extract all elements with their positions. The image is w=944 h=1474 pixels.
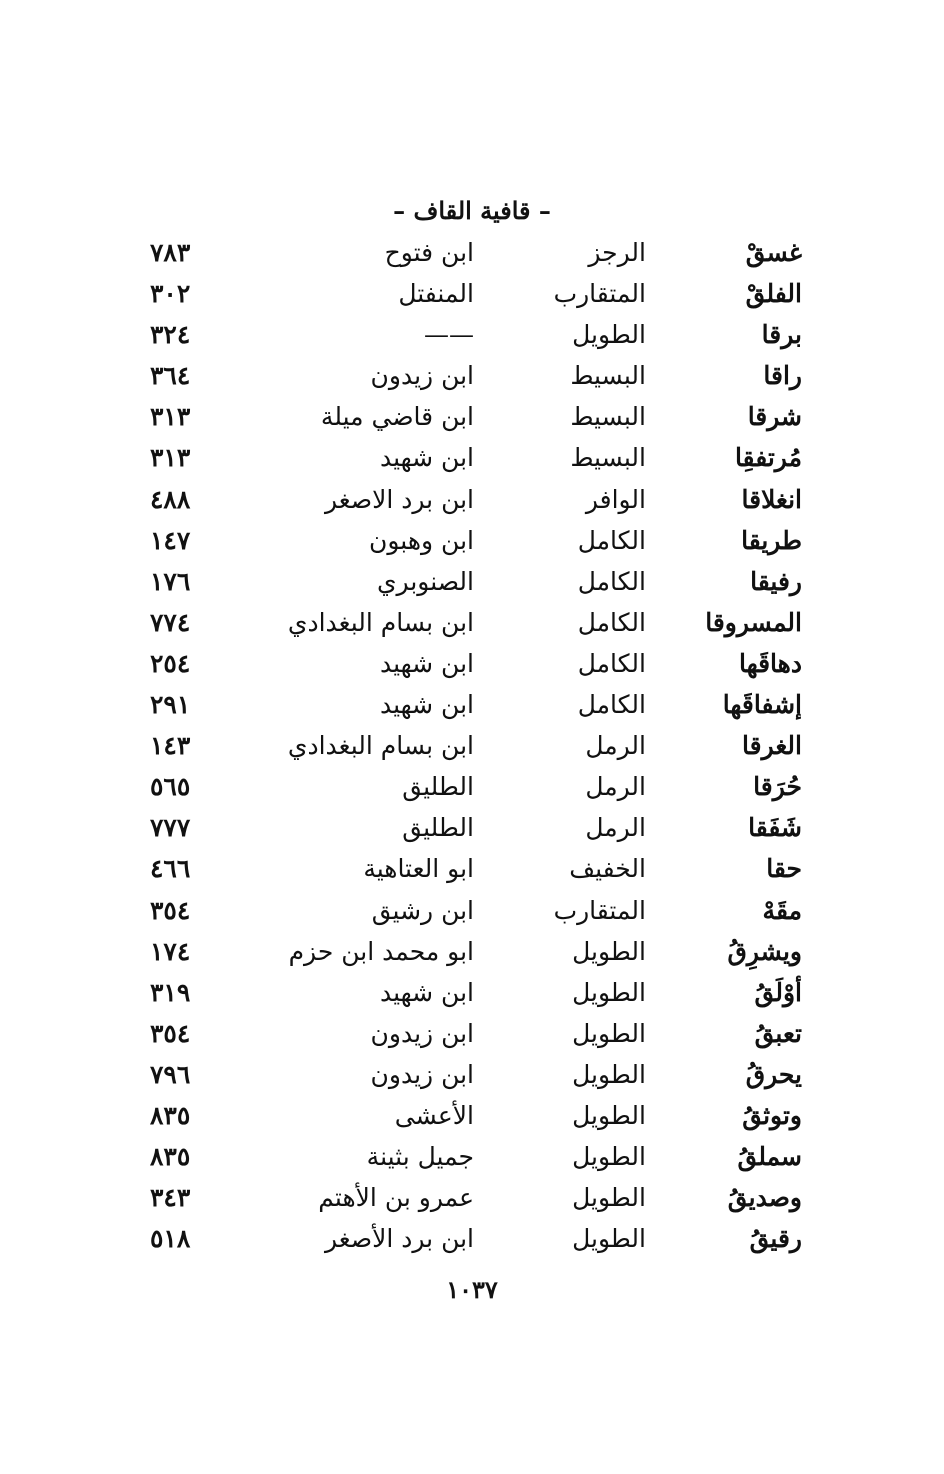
- page-reference: ٧٩٦: [150, 1059, 191, 1089]
- table-row: [0, 931, 944, 972]
- rhyme-word: أوْلَقُ: [754, 977, 802, 1007]
- poet-name: ابن شهيد: [379, 977, 474, 1007]
- meter-name: الرمل: [585, 813, 646, 843]
- poet-name: ابن زيدون: [370, 1059, 474, 1089]
- meter-name: الطويل: [572, 1183, 646, 1213]
- rhyme-word: حُرَقا: [753, 772, 802, 802]
- meter-name: الطويل: [572, 1018, 646, 1048]
- page-reference: ٣٥٤: [150, 1018, 191, 1048]
- poet-name: ابن برد الاصغر: [325, 484, 474, 514]
- meter-name: البسيط: [570, 443, 646, 473]
- rhyme-word: حقا: [766, 854, 802, 884]
- table-row: [0, 807, 944, 848]
- meter-name: الرمل: [585, 731, 646, 761]
- page-reference: ١٧٦: [150, 566, 191, 596]
- meter-name: الكامل: [577, 566, 646, 596]
- table-row: [0, 890, 944, 931]
- table-row: [0, 1136, 944, 1177]
- poet-name: ابن شهيد: [379, 690, 474, 720]
- poet-name: ابن برد الأصغر: [325, 1224, 474, 1254]
- poet-name: ——: [424, 320, 474, 350]
- rhyme-word: شَفَقا: [748, 813, 802, 843]
- table-row: [0, 848, 944, 889]
- poet-name: عمرو بن الأهتم: [318, 1183, 474, 1213]
- page-reference: ٧٧٧: [150, 813, 191, 843]
- rhyme-word: وتوثقُ: [742, 1100, 802, 1130]
- meter-name: المتقارب: [553, 895, 646, 925]
- meter-name: البسيط: [570, 361, 646, 391]
- meter-name: الخفيف: [569, 854, 646, 884]
- table-row: [0, 232, 944, 273]
- page-reference: ٧٧٤: [150, 607, 191, 637]
- page-reference: ٥٦٥: [150, 772, 191, 802]
- page-reference: ٣١٣: [150, 443, 191, 473]
- poet-name: ابن شهيد: [379, 443, 474, 473]
- poet-name: ابو العتاهية: [363, 854, 474, 884]
- table-row: [0, 643, 944, 684]
- poet-name: ابن زيدون: [370, 1018, 474, 1048]
- meter-name: الطويل: [572, 1142, 646, 1172]
- rhyme-word: راقا: [763, 361, 802, 391]
- table-row: [0, 396, 944, 437]
- table-row: [0, 1218, 944, 1259]
- poet-name: ابو محمد ابن حزم: [288, 936, 474, 966]
- page-reference: ٢٩١: [150, 690, 191, 720]
- meter-name: الكامل: [577, 648, 646, 678]
- rhyme-word: طريقا: [741, 525, 802, 555]
- rhyme-word: غسقْ: [745, 238, 802, 267]
- page-reference: ٨٣٥: [150, 1142, 191, 1172]
- page-reference: ١٧٤: [150, 936, 191, 966]
- page-reference: ١٤٣: [150, 731, 191, 761]
- page-reference: ٣١٩: [150, 977, 191, 1007]
- rhyme-word: رقيقُ: [749, 1224, 802, 1254]
- meter-name: الطويل: [572, 320, 646, 350]
- rhyme-word: برقا: [761, 320, 802, 350]
- rhyme-word: الفلقْ: [745, 279, 802, 309]
- page-reference: ٥١٨: [150, 1224, 191, 1254]
- rhyme-word: دهاقَها: [738, 648, 802, 678]
- meter-name: الوافر: [585, 484, 646, 514]
- poet-name: ابن رشيق: [371, 895, 474, 925]
- page-reference: ٤٦٦: [150, 854, 191, 884]
- page-reference: ٣٤٣: [150, 1183, 191, 1213]
- table-row: [0, 314, 944, 355]
- meter-name: الطويل: [572, 1059, 646, 1089]
- page-reference: ١٤٧: [150, 525, 191, 555]
- table-row: [0, 355, 944, 396]
- rhyme-word: مُرتفقِا: [734, 443, 802, 473]
- poet-name: ابن فتوح: [384, 238, 474, 267]
- table-row: [0, 479, 944, 520]
- rhyme-word: مقَهْ: [762, 895, 802, 925]
- page-reference: ٣٢٤: [150, 320, 191, 350]
- rhyme-word: انغلاقا: [741, 484, 802, 514]
- table-row: [0, 972, 944, 1013]
- rhyme-word: شرقا: [747, 402, 802, 432]
- table-row: [0, 520, 944, 561]
- page-reference: ٨٣٥: [150, 1100, 191, 1130]
- poet-name: جميل بثينة: [366, 1142, 474, 1172]
- rhyme-word: الغرقا: [742, 731, 802, 761]
- page-reference: ٧٨٣: [150, 238, 191, 267]
- table-row: [0, 1054, 944, 1095]
- meter-name: الرجز: [588, 238, 646, 267]
- meter-name: الكامل: [577, 525, 646, 555]
- rhyme-word: المسروقا: [705, 607, 802, 637]
- poet-name: الطليق: [402, 772, 474, 802]
- table-row: [0, 273, 944, 314]
- rhyme-word: تعبقُ: [754, 1018, 802, 1048]
- meter-name: المتقارب: [553, 279, 646, 309]
- page-reference: ٣٦٤: [150, 361, 191, 391]
- meter-name: الكامل: [577, 690, 646, 720]
- table-row: [0, 1013, 944, 1054]
- table-row: [0, 437, 944, 478]
- page-reference: ٣٥٤: [150, 895, 191, 925]
- meter-name: الطويل: [572, 936, 646, 966]
- page-reference: ٣١٣: [150, 402, 191, 432]
- page-reference: ٢٥٤: [150, 648, 191, 678]
- poet-name: الصنوبري: [376, 566, 474, 596]
- poet-name: ابن بسام البغدادي: [287, 607, 474, 637]
- page-reference: ٤٨٨: [150, 484, 191, 514]
- poet-name: ابن وهبون: [369, 525, 474, 555]
- meter-name: الرمل: [585, 772, 646, 802]
- table-row: [0, 602, 944, 643]
- page-number: ١٠٣٧: [446, 1275, 498, 1304]
- poet-name: المنفتل: [398, 279, 474, 309]
- rhyme-word: رفيقا: [750, 566, 802, 596]
- poet-name: ابن شهيد: [379, 648, 474, 678]
- meter-name: البسيط: [570, 402, 646, 432]
- poet-name: ابن بسام البغدادي: [287, 731, 474, 761]
- table-row: [0, 561, 944, 602]
- rhyme-word: وصديقُ: [727, 1183, 802, 1213]
- poet-name: ابن زيدون: [370, 361, 474, 391]
- rhyme-word: ويشرِقُ: [727, 936, 802, 966]
- rhyme-word: يحرقُ: [745, 1059, 802, 1089]
- table-row: [0, 684, 944, 725]
- table-row: [0, 1177, 944, 1218]
- poet-name: الطليق: [402, 813, 474, 843]
- rhyme-word: سملقُ: [737, 1142, 802, 1172]
- poet-name: ابن قاضي ميلة: [320, 402, 474, 432]
- table-row: [0, 725, 944, 766]
- page-reference: ٣٠٢: [150, 279, 191, 309]
- table-row: [0, 1095, 944, 1136]
- meter-name: الكامل: [577, 607, 646, 637]
- poet-name: الأعشى: [394, 1100, 474, 1130]
- table-row: [0, 766, 944, 807]
- rhyme-word: إشفاقَها: [722, 690, 802, 720]
- meter-name: الطويل: [572, 1224, 646, 1254]
- meter-name: الطويل: [572, 1100, 646, 1130]
- section-heading: – قافية القاف –: [393, 196, 551, 225]
- rhyme-index-table: [0, 232, 944, 1259]
- meter-name: الطويل: [572, 977, 646, 1007]
